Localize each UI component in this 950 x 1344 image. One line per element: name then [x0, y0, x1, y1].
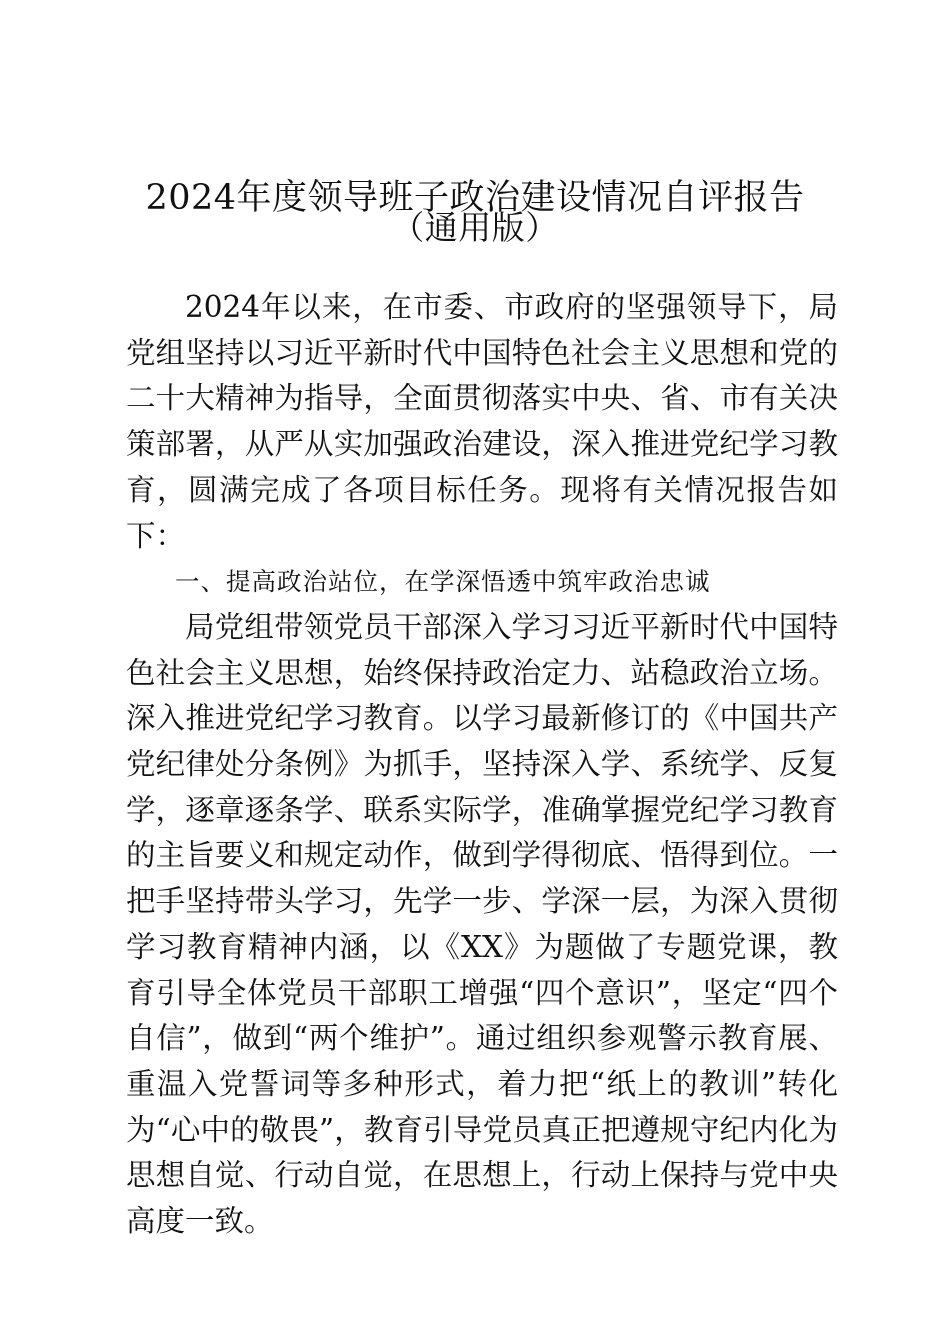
section-heading: 一、提高政治站位，在学深悟透中筑牢政治忠诚 — [175, 567, 711, 597]
document-subtitle: （通用版） — [391, 208, 559, 247]
document-title: 2024年度领导班子政治建设情况自评报告 — [145, 178, 805, 218]
body-paragraph: 局党组带领党员干部深入学习习近平新时代中国特色社会主义思想，始终保持政治定力、站稳政治立场。深入推进党纪学习教育。以学习最新修订的《中国共产党纪律处分条例》为抓手，坚持深入学、系统学、反复学，逐章逐条学、联系实际学，准确掌握党纪学习教育的主旨要义和规定动作，做到学得彻底、悟得到位。一把手坚持带头学习，先学一步、学深一层，为深入贯彻学习教育精神内涵，以《XX》为题做了专题党课，教育引导全体党员干部职工增强“四个意识”，坚定“四个自信”，做到“两个维护”。通过组织参观警示教育展、重温入党誓词等多种形式，着力把“纸上的教训”转化为“心中的敬畏”，教育引导党员真正把遵规守纪内化为思想自觉、行动自觉，在思想上，行动上保持与党中央高度一致。 — [126, 609, 838, 1239]
document-body — [126, 285, 838, 1245]
intro-paragraph: 2024年以来，在市委、市政府的坚强领导下，局党组坚持以习近平新时代中国特色社会主义思想和党的二十大精神为指导，全面贯彻落实中央、省、市有关决策部署，从严从实加强政治建设，深入推进党纪学习教育，圆满完成了各项目标任务。现将有关情况报告如下： — [126, 290, 838, 553]
